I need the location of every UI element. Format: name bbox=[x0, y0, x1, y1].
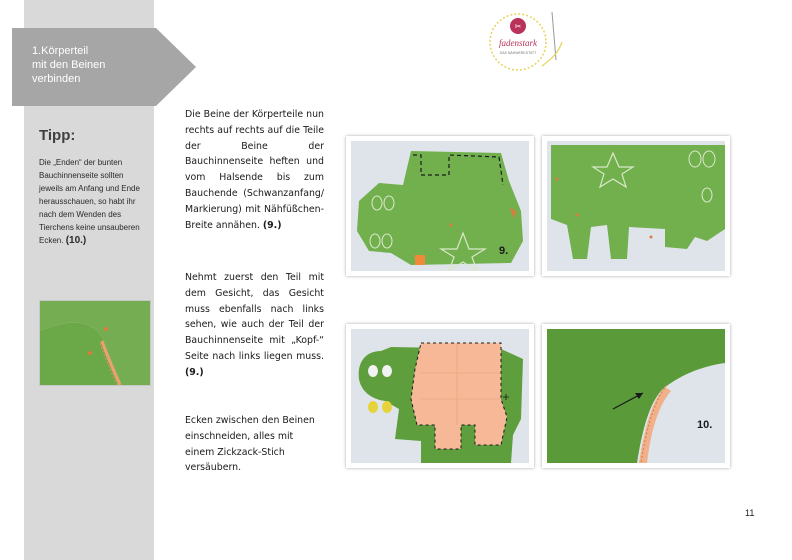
tip-text-body: Die „Enden“ der bunten Bauchinnenseite sollten jeweils am Anfang und Ende herausschauen, so habt ihr nach dem Wenden des Tierchens keine unsauberen Ecken. bbox=[39, 158, 140, 245]
photo-step-10 bbox=[542, 324, 730, 468]
step-title-line: verbinden bbox=[32, 73, 81, 85]
tip-photo bbox=[39, 300, 151, 386]
photo-label-10: 10. bbox=[697, 419, 713, 431]
instruction-paragraph-2 bbox=[185, 270, 324, 381]
svg-text:✂: ✂ bbox=[514, 22, 522, 31]
page-number: 11 bbox=[745, 508, 755, 518]
instruction-reference: (9.) bbox=[185, 366, 204, 378]
step-title-line: mit den Beinen bbox=[32, 59, 106, 71]
photo-label-9: 9. bbox=[499, 245, 509, 257]
instruction-paragraph-3: Ecken zwischen den Beinen einschneiden, alles mit einem Zickzack-Stich versäubern. bbox=[185, 415, 315, 474]
tip-text bbox=[39, 156, 149, 247]
instruction-text: Nehmt zuerst den Teil mit dem Gesicht, das Gesicht muss ebenfalls nach links sehen, wie auch der Teil der Bauchinnenseite mit „Kopf-“ Seite nach links liegen muss. bbox=[185, 272, 324, 362]
brand-name: fadenstark bbox=[499, 38, 537, 48]
instruction-text: Die Beine der Körperteile nun rechts auf rechts auf die Teile der Beine der Bauchinnenseite heften und vom Halsende bis zum Bauchende (Schwanzanfang/ Markierung) mit Nähfüßchen-Breite annähen. bbox=[185, 109, 324, 231]
brand-logo bbox=[488, 8, 574, 72]
instruction-reference: (9.) bbox=[262, 219, 282, 231]
step-title bbox=[32, 44, 152, 86]
photo-step-9-back bbox=[542, 136, 730, 276]
tip-reference: (10.) bbox=[65, 235, 87, 246]
instruction-paragraph-1 bbox=[185, 107, 324, 233]
photo-step-9-top bbox=[346, 136, 534, 276]
tip-title: Tipp: bbox=[39, 127, 76, 144]
brand-tagline: DAS NÄHWERKSTATT bbox=[499, 51, 537, 55]
step-title-line: 1.Körperteil bbox=[32, 45, 89, 57]
photo-step-9-belly bbox=[346, 324, 534, 468]
